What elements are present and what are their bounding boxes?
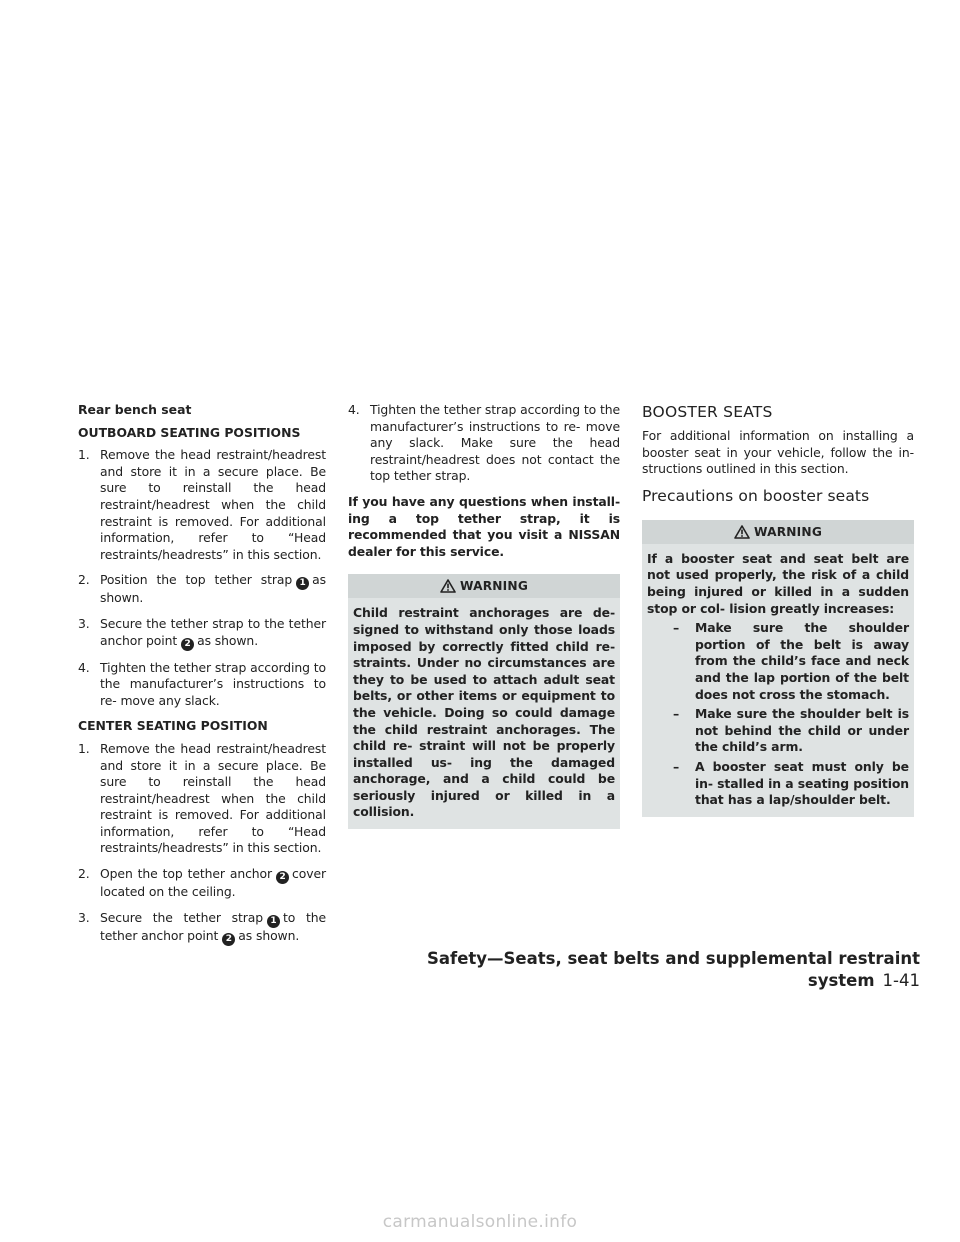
warning-text xyxy=(642,544,914,817)
list-item: 3. Secure the tether strap to the tether anchor point 2 as shown. xyxy=(78,615,326,649)
list-item: 2. Open the top tether anchor 2 cover located on the ceiling. xyxy=(78,866,326,900)
numbered-circle-icon: 2 xyxy=(222,933,235,946)
booster-intro: For additional information on installing a booster seat in your vehicle, follow the in- structions outlined in this section. xyxy=(642,428,914,477)
warning-box-anchorages xyxy=(348,574,620,829)
list-item: 1. Remove the head restraint/headrest and store it in a secure place. Be sure to reinstall the head restraint/headrest when the child restraint is removed. For additional information, refer to “Head restraints/headrests” in this section. xyxy=(78,447,326,562)
warning-text: Child restraint anchorages are de- signed to withstand only those loads imposed by correctly fitted child re- straints. Under no circumstances are they to be used to attach adult seat belts, or other items or equipment to the vehicle. Doing so could damage the child restraint anchorages. The child re- straint will not be properly installed us- ing the damaged anchorage, and a child could be seriously injured or killed in a collision. xyxy=(353,605,615,820)
list-item: – Make sure the shoulder portion of the belt is away from the child’s face and neck and the lap portion of the belt does not cross the stomach. xyxy=(673,620,909,702)
list-item: 4. Tighten the tether strap according to the manufacturer’s instructions to re- move any slack. Make sure the head restraint/headrest does not contact the top tether strap. xyxy=(348,402,620,484)
warning-box-booster xyxy=(642,520,914,817)
list-item: 3. Secure the tether strap 1 to the tether anchor point 2 as shown. xyxy=(78,909,326,944)
service-note: If you have any questions when install- ing a top tether strap, it is recommended that you visit a NISSAN dealer for this service. xyxy=(348,493,620,559)
list-item: 2. Position the top tether strap 1 as shown. xyxy=(78,572,326,606)
page-footer xyxy=(420,948,920,992)
numbered-circle-icon: 2 xyxy=(276,871,289,884)
column-2 xyxy=(348,402,620,829)
subheading-center: CENTER SEATING POSITION xyxy=(78,718,268,734)
outboard-steps xyxy=(78,447,326,709)
warning-header: WARNING xyxy=(642,520,914,544)
footer-section-title: Safety—Seats, seat belts and supplemental restraint system xyxy=(427,949,920,990)
numbered-circle-icon: 1 xyxy=(267,915,280,928)
center-steps xyxy=(78,741,326,946)
watermark: carmanualsonline.info xyxy=(382,1212,578,1232)
page-number: 1-41 xyxy=(882,971,920,990)
subheading-precautions: Precautions on booster seats xyxy=(642,486,870,505)
warning-triangle-icon xyxy=(734,525,750,539)
warning-triangle-icon xyxy=(440,579,456,593)
column-3 xyxy=(642,402,914,817)
list-item: 4. Tighten the tether strap according to the manufacturer’s instructions to re- move any slack. xyxy=(78,659,326,708)
section-heading-rear-bench: Rear bench seat xyxy=(78,402,192,417)
list-item: 1. Remove the head restraint/headrest and store it in a secure place. Be sure to reinstall the head restraint/headrest when the child restraint is removed. For additional information, refer to “Head restraints/headrests” in this section. xyxy=(78,740,326,856)
subheading-outboard: OUTBOARD SEATING POSITIONS xyxy=(78,424,301,440)
list-item: – Make sure the shoulder belt is not behind the child or under the child’s arm. xyxy=(673,706,909,755)
warning-header: WARNING xyxy=(348,574,620,598)
warning-intro: If a booster seat and seat belt are not used properly, the risk of a child being injured or killed in a sudden stop or col- lision greatly increases: xyxy=(647,550,909,616)
column-1 xyxy=(78,402,326,955)
list-item: – A booster seat must only be in- stalled in a seating position that has a lap/shoulder belt. xyxy=(673,758,909,808)
heading-booster-seats: BOOSTER SEATS xyxy=(642,403,773,421)
numbered-circle-icon: 2 xyxy=(181,638,194,651)
numbered-circle-icon: 1 xyxy=(296,577,309,590)
